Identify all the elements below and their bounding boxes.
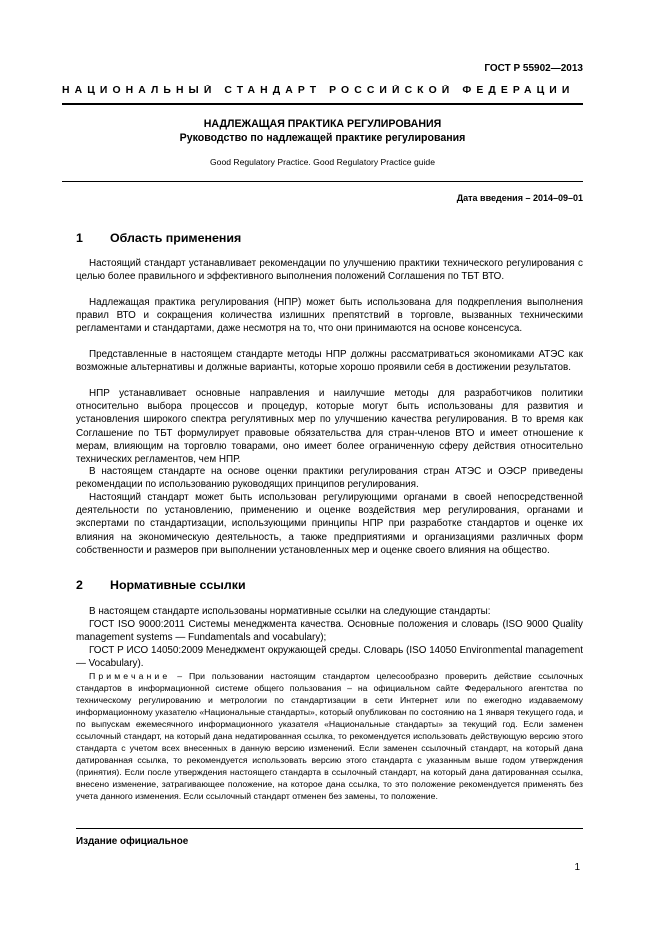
reference-item: ГОСТ ISO 9000:2011 Системы менеджмента качества. Основные положения и словарь (ISO 9000 Quality management systems — Fundamentals and vocabulary);	[76, 619, 583, 644]
section-2-title: Нормативные ссылки	[110, 578, 246, 592]
page-number: 1	[574, 862, 580, 873]
section-1-paragraph: Настоящий стандарт может быть использован регулирующими органами в своей непосредственной деятельности по установлению, применению и оценке воздействия мер регулирования, органами и экспертами по стандартизации, использующими принципы НПР при разработке стандартов и оценке их влияния на экономическую деятельность, а также предприятиями и организациями различных форм собственности и размеров при выполнении установленных мер и оценке своего влияния на общество.	[76, 492, 583, 556]
reference-item: ГОСТ Р ИСО 14050:2009 Менеджмент окружающей среды. Словарь (ISO 14050 Environmental management — Vocabulary).	[76, 645, 583, 670]
section-1-paragraph: Надлежащая практика регулирования (НПР) может быть использована для подкрепления выполнения правил ВТО и сокращения количества излишних препятствий в торговле, вызванных техническими регламентами и стандартами, даже несмотря на то, что они принимаются на основе консенсуса.	[76, 297, 583, 335]
section-1-title: Область применения	[110, 231, 242, 245]
english-title: Good Regulatory Practice. Good Regulatory Practice guide	[210, 157, 435, 167]
section-2-number: 2	[76, 578, 83, 592]
section-1-paragraph: Настоящий стандарт устанавливает рекомендации по улучшению практики технического регулирования с целью более правильного и эффективного выполнения положений Соглашения по ТБТ ВТО.	[76, 258, 583, 283]
official-edition-label: Издание официальное	[76, 836, 189, 847]
standard-main-title: НАДЛЕЖАЩАЯ ПРАКТИКА РЕГУЛИРОВАНИЯ	[203, 118, 442, 130]
reference-note	[76, 670, 583, 802]
footer-divider	[76, 828, 583, 829]
document-number: ГОСТ Р 55902—2013	[484, 63, 583, 74]
national-standard-title: НАЦИОНАЛЬНЫЙ СТАНДАРТ РОССИЙСКОЙ ФЕДЕРАЦИИ	[62, 85, 575, 96]
section-1-heading	[76, 231, 241, 245]
introduction-date: Дата введения – 2014–09–01	[456, 193, 583, 203]
section-1-paragraph: В настоящем стандарте на основе оценки практики регулирования стран АТЭС и ОЭСР приведены рекомендации по использованию руководящих принципов регулирования.	[76, 466, 583, 491]
section-1-number: 1	[76, 231, 83, 245]
section-2-heading	[76, 578, 246, 592]
note-label: Примечание	[89, 671, 171, 681]
note-text: – При пользовании настоящим стандартом целесообразно проверить действие ссылочных стандартов в информационной системе общего пользования – на официальном сайте Федерального агентства по техническому регулированию и метрологии по стандартизации в сети Интернет или по ежегодно издаваемому информационному указателю «Национальные стандарты», который опубликован по состоянию на 1 января текущего года, и по выпускам ежемесячного информационного указателя «Национальные стандарты» за текущий год. Если заменен ссылочный стандарт, на который дана недатированная ссылка, то рекомендуется использовать действующую версию этого стандарта с учетом всех внесенных в данную версию изменений. Если заменен ссылочный стандарт, на который дана датированная ссылка, то рекомендуется использовать версию этого стандарта с указанным выше годом утверждения (принятия). Если после утверждения настоящего стандарта в ссылочный стандарт, на который дана датированная ссылка, внесено изменение, затрагивающее положение, на которое дана ссылка, то это положение рекомендуется применять без учета данного изменения. Если ссылочный стандарт отменен без замены, то положение.	[76, 671, 583, 801]
standard-sub-title: Руководство по надлежащей практике регулирования	[179, 132, 466, 144]
section-1-paragraph: НПР устанавливает основные направления и наилучшие методы для разработчиков политики относительно выбора процессов и процедур, которые могут быть использованы для развития и установления широкого спектра регулятивных мер по улучшению качества регулирования. В то время как Соглашение по ТБТ формулирует правовые обязательства для стран-членов ВТО и имеет отношение к мерам, влияющим на торговлю товарами, оно имеет более ограниченную сферу действия относительно технических регламентов, чем НПР.	[76, 388, 583, 466]
title-divider	[62, 181, 583, 182]
section-2-paragraph: В настоящем стандарте использованы нормативные ссылки на следующие стандарты:	[89, 606, 491, 617]
top-divider	[62, 103, 583, 105]
section-1-paragraph: Представленные в настоящем стандарте методы НПР должны рассматриваться экономиками АТЭС как возможные альтернативы и должные варианты, которые хорошо проявили себя в достижении результатов.	[76, 349, 583, 374]
